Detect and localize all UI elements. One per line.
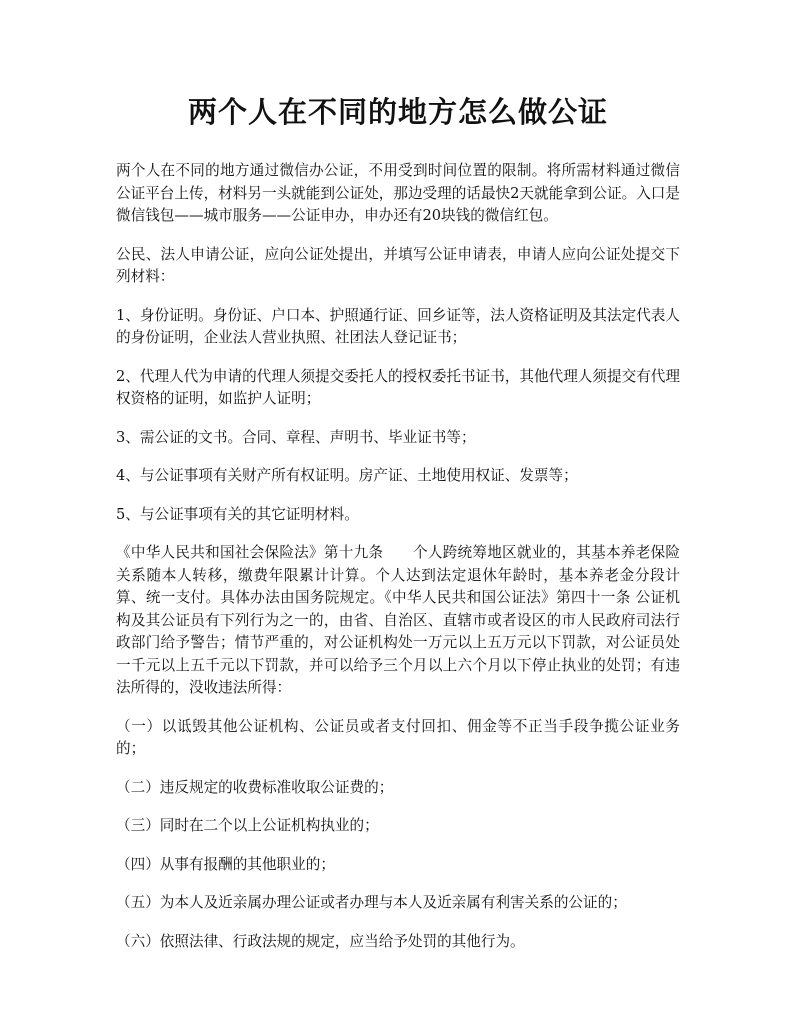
penalty-item-4: （四）从事有报酬的其他职业的； xyxy=(116,855,335,873)
paragraph-application-intro: 公民、法人申请公证，应向公证处提出，并填写公证申请表，申请人应向公证处提交下列材料： xyxy=(116,245,680,285)
penalty-item-1: （一）以诋毁其他公证机构、公证员或者支付回扣、佣金等不正当手段争揽公证业务的； xyxy=(116,717,680,757)
paragraph-material-property: 4、与公证事项有关财产所有权证明。房产证、土地使用权证、发票等； xyxy=(116,467,578,484)
paragraph-material-documents: 3、需公证的文书。合同、章程、声明书、毕业证书等； xyxy=(116,428,476,446)
paragraph-material-agent: 2、代理人代为申请的代理人须提交委托人的授权委托书证书，其他代理人须提交有代理权资格的证明，如监护人证明； xyxy=(116,367,680,407)
penalty-item-3: （三）同时在二个以上公证机构执业的； xyxy=(116,817,379,834)
penalty-item-2: （二）违反规定的收费标准收取公证费的； xyxy=(116,778,394,796)
paragraph-material-identity: 1、身份证明。身份证、户口本、护照通行证、回乡证等，法人资格证明及其法定代表人的身份证明，企业法人营业执照、社团法人登记证书； xyxy=(116,306,680,346)
penalty-item-5: （五）为本人及近亲属办理公证或者办理与本人及近亲属有利害关系的公证的； xyxy=(116,894,627,911)
paragraph-material-other: 5、与公证事项有关的其它证明材料。 xyxy=(116,505,359,523)
penalty-item-6: （六）依照法律、行政法规的规定，应当给予处罚的其他行为。 xyxy=(116,932,525,950)
paragraph-law-citation: 《中华人民共和国社会保险法》第十九条 个人跨统筹地区就业的，其基本养老保险关系随本人转移，缴费年限累计计算。个人达到法定退休年龄时，基本养老金分段计算、统一支付。具体办法由国务院规定。《中华人民共和国公证法》第四十一条 公证机构及其公证员有下列行为之一的，由省、自治区、直辖市或者设区的市人民政府司法行政部门给予警告；情节严重的，对公证机构处一万元以上五万元以下罚款，对公证员处一千元以上五千元以下罚款，并可以给予三个月以上六个月以下停止执业的处罚；有违法所得的，没收违法所得： xyxy=(116,544,680,696)
paragraph-wechat-notarization: 两个人在不同的地方通过微信办公证，不用受到时间位置的限制。将所需材料通过微信公证平台上传，材料另一头就能到公证处，那边受理的话最快2天就能拿到公证。入口是微信钱包——城市服务——公证申办，申办还有20块钱的微信红包。 xyxy=(116,162,680,224)
document-title: 两个人在不同的地方怎么做公证 xyxy=(187,95,608,129)
